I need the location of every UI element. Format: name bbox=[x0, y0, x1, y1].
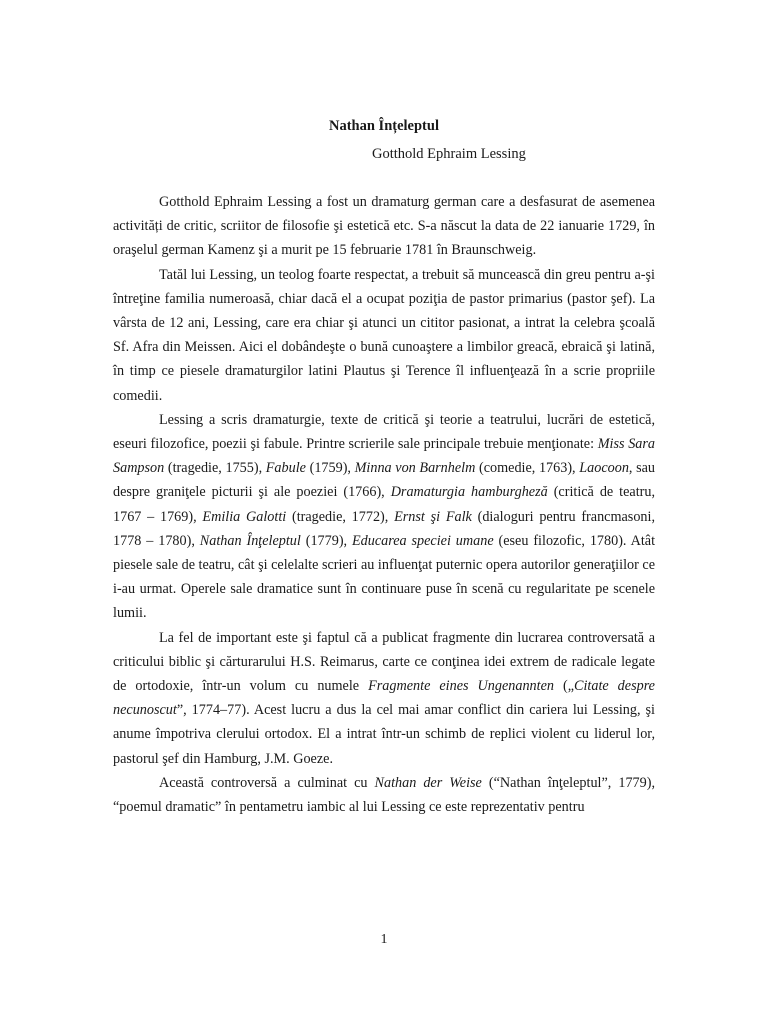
text-run: (tragedie, 1772), bbox=[286, 508, 395, 525]
text-run: (1759), bbox=[305, 460, 355, 477]
text-run: , sau despre graniţele picturii şi ale poeziei (1766), bbox=[113, 460, 656, 501]
text-run: (eseu filozofic, 1780). Atât piesele sale de teatru, cât şi celelalte scrieri au influenţat puternic opera autorilor generaţiilor ce i-au urmat. Operele sale dramatice sunt în continuare puse în scenă cu regularitate pe scenele lumii. bbox=[113, 532, 656, 622]
italic-text-run: Emilia Galotti bbox=[202, 508, 287, 525]
text-run: (critică de teatru, 1767 – 1769), bbox=[113, 484, 656, 525]
text-run: (comedie, 1763), bbox=[475, 460, 580, 477]
paragraph bbox=[113, 626, 655, 771]
text-run: ”, 1774–77). Acest lucru a dus la cel mai amar conflict din cariera lui Lessing, şi anume împotriva clerului ortodox. El a intrat într-un schimb de replici violent cu liderul lor, pastorul şef din Hamburg, J.M. Goeze. bbox=[113, 702, 655, 767]
paragraph bbox=[113, 771, 655, 819]
text-run: („ bbox=[553, 678, 574, 695]
document-author: Gotthold Ephraim Lessing bbox=[372, 146, 526, 162]
text-run: La fel de important este şi faptul că a publicat fragmente din lucrarea controversată a criticului biblic şi cărturarului H.S. Reimarus, carte ce conţinea idei extrem de radicale legate de ortodoxie, într-un volum cu numele bbox=[113, 629, 655, 695]
paragraph bbox=[113, 408, 655, 626]
italic-text-run: Fragmente eines Ungenannten bbox=[368, 678, 554, 695]
italic-text-run: Nathan Înţeleptul bbox=[199, 532, 301, 549]
italic-text-run: Citate despre necunoscut bbox=[113, 678, 655, 719]
text-run: Lessing a scris dramaturgie, texte de critică şi teorie a teatrului, lucrări de estetică, eseuri filozofice, poezii şi fabule. Printre scrierile sale principale trebuie menţionate: bbox=[113, 411, 655, 453]
text-run: (1779), bbox=[300, 532, 352, 549]
document-body bbox=[113, 190, 655, 819]
italic-text-run: Dramaturgia hamburgheză bbox=[390, 484, 548, 501]
text-run: Această controversă a culminat cu bbox=[159, 774, 375, 791]
text-run: (dialoguri pentru francmasoni, 1778 – 1780), bbox=[113, 508, 655, 549]
text-run: Tatăl lui Lessing, un teolog foarte respectat, a trebuit să muncească din greu pentru a-şi întreţine familia numeroasă, chiar dacă el a ocupat poziţia de pastor primarius (pastor şef). La vârsta de 12 ani, Lessing, care era chiar şi atunci un cititor pasionat, a intrat la celebra şcoală Sf. Afra din Meissen. Aici el dobândeşte o bună cunoaştere a limbilor greacă, ebraică şi latină, în timp ce piesele dramaturgilor latini Plautus şi Terence îl influenţează în a scrie propriile comedii. bbox=[113, 266, 655, 404]
text-run: (tragedie, 1755), bbox=[164, 460, 266, 477]
text-run: (“Nathan înţeleptul”, 1779), “poemul dramatic” în pentametru iambic al lui Lessing ce este reprezentativ pentru bbox=[113, 774, 655, 816]
italic-text-run: Miss Sara Sampson bbox=[113, 436, 656, 477]
paragraph bbox=[113, 190, 655, 263]
italic-text-run: Laocoon bbox=[579, 460, 629, 477]
paragraph bbox=[113, 263, 655, 408]
page-number: 1 bbox=[380, 932, 388, 947]
italic-text-run: Nathan der Weise bbox=[374, 774, 482, 791]
italic-text-run: Educarea speciei umane bbox=[352, 532, 494, 549]
italic-text-run: Ernst şi Falk bbox=[394, 508, 472, 525]
italic-text-run: Minna von Barnhelm bbox=[354, 460, 476, 477]
document-title: Nathan Înțeleptul bbox=[329, 118, 439, 134]
text-run: Gotthold Ephraim Lessing a fost un dramaturg german care a desfasurat de asemenea activități de critic, scriitor de filosofie şi estetică etc. S-a născut la data de 22 ianuarie 1729, în oraşelul german Kamenz şi a murit pe 15 februarie 1781 în Braunschweig. bbox=[113, 194, 655, 259]
italic-text-run: Fabule bbox=[265, 460, 306, 477]
